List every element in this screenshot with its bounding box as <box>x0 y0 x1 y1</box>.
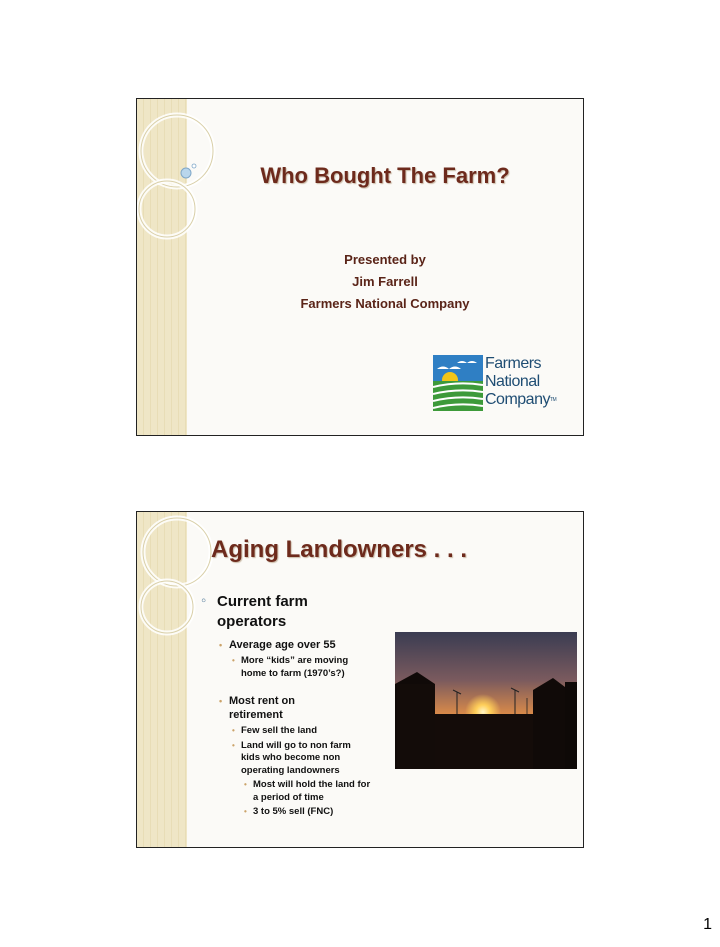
logo-word-3: CompanyTM <box>485 391 557 408</box>
bullet-level-1: ◦ Current farm operators <box>199 592 357 632</box>
bullet-list <box>199 592 399 819</box>
presented-by-line: Presented by <box>344 252 426 267</box>
logo-wordmark <box>485 355 556 409</box>
bullet-level-4: • 3 to 5% sell (FNC) <box>199 806 399 819</box>
slide-1 <box>136 98 584 436</box>
company-name: Farmers National Company <box>300 296 470 311</box>
presenter-name: Jim Farrell <box>352 274 418 289</box>
logo-word-2: National <box>485 373 540 390</box>
bullet-level-4: • Most will hold the land for a period of time <box>199 779 371 804</box>
bullet-level-2: • Average age over 55 <box>199 638 399 652</box>
sunset-farm-photo <box>395 632 577 769</box>
farm-field-logo-icon <box>433 355 483 411</box>
page-number: 1 <box>703 916 712 933</box>
slide-title: Who Bought The Farm? <box>260 163 510 188</box>
bullet-level-2: • Most rent on retirement <box>199 694 329 722</box>
farmers-national-logo <box>433 355 563 413</box>
logo-word-1: Farmers <box>485 355 542 372</box>
bullet-level-3: • More “kids” are moving home to farm (1970’s?) <box>199 655 361 680</box>
trademark-mark: TM <box>549 397 557 403</box>
bullet-level-3: • Land will go to non farm kids who become non operating landowners <box>199 740 353 778</box>
slide-2 <box>136 511 584 848</box>
slide-title: Aging Landowners . . . <box>211 536 468 563</box>
presenter-block <box>187 249 583 315</box>
bullet-level-3: • Few sell the land <box>199 725 399 738</box>
